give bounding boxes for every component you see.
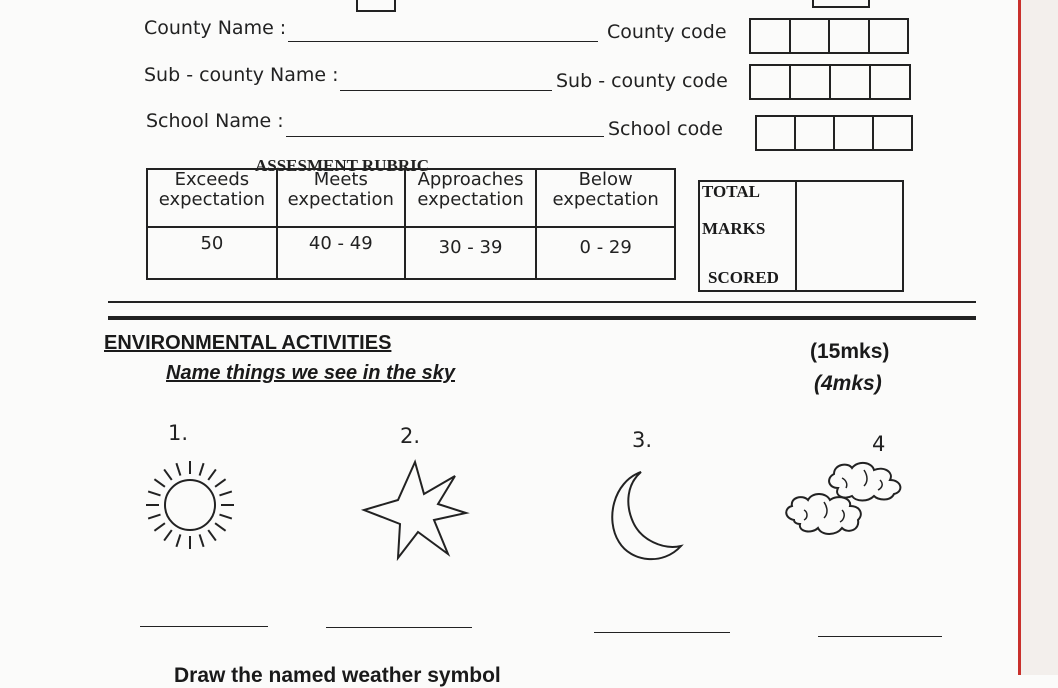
rubric-value: 0 - 29 bbox=[536, 227, 675, 279]
clouds-icon bbox=[782, 458, 927, 543]
rubric-value: 40 - 49 bbox=[277, 227, 405, 279]
code-box[interactable] bbox=[831, 66, 871, 98]
sun-ray bbox=[154, 479, 165, 487]
sun-ray bbox=[176, 463, 180, 475]
section-title: ENVIRONMENTAL ACTIVITIES bbox=[104, 332, 392, 354]
item-number: 1. bbox=[168, 421, 189, 445]
total-marks-divider bbox=[795, 180, 797, 292]
sun-ray bbox=[154, 523, 165, 531]
county-name-label: County Name : bbox=[144, 17, 287, 39]
sun-ray bbox=[215, 479, 226, 487]
rubric-header: Exceeds expectation bbox=[147, 169, 277, 227]
divider-line bbox=[108, 316, 976, 320]
top-box-left bbox=[356, 0, 396, 12]
rubric-header: Meets expectation bbox=[277, 169, 405, 227]
scored-label: SCORED bbox=[708, 268, 779, 287]
answer-line-4[interactable] bbox=[818, 636, 942, 637]
code-box[interactable] bbox=[796, 117, 835, 149]
sun-ray bbox=[215, 523, 226, 531]
rubric-header: Below expectation bbox=[536, 169, 675, 227]
sun-ray bbox=[164, 469, 172, 480]
sun-icon bbox=[140, 455, 240, 555]
code-box[interactable] bbox=[871, 66, 909, 98]
sun-ray bbox=[219, 515, 231, 519]
code-box[interactable] bbox=[751, 66, 791, 98]
sun-ray bbox=[164, 530, 172, 541]
school-code-label: School code bbox=[608, 118, 723, 140]
top-box-right bbox=[812, 0, 870, 8]
code-box[interactable] bbox=[830, 20, 870, 52]
divider-line bbox=[108, 301, 976, 303]
marks-label: MARKS bbox=[702, 219, 766, 238]
rubric-title: ASSESMENT RUBRIC bbox=[255, 156, 429, 175]
rubric-header: Approaches expectation bbox=[405, 169, 537, 227]
next-question-text: Draw the named weather symbol bbox=[174, 664, 501, 687]
county-code-boxes[interactable] bbox=[749, 18, 909, 54]
answer-line-2[interactable] bbox=[326, 627, 472, 628]
code-box[interactable] bbox=[835, 117, 874, 149]
rubric-value: 50 bbox=[147, 227, 277, 279]
rubric-value: 30 - 39 bbox=[405, 227, 537, 279]
item-number: 4 bbox=[872, 432, 886, 456]
code-box[interactable] bbox=[791, 66, 831, 98]
sun-ray bbox=[176, 534, 180, 546]
rubric-table bbox=[146, 168, 676, 280]
moon-icon bbox=[605, 468, 685, 568]
item-number: 3. bbox=[632, 428, 653, 452]
sun-ray bbox=[200, 463, 204, 475]
code-box[interactable] bbox=[757, 117, 796, 149]
section-marks: (15mks) bbox=[810, 340, 890, 363]
sun-ray bbox=[208, 469, 216, 480]
code-box[interactable] bbox=[751, 20, 791, 52]
subcounty-code-label: Sub - county code bbox=[556, 70, 728, 92]
subcounty-name-label: Sub - county Name : bbox=[144, 64, 339, 86]
answer-line-1[interactable] bbox=[140, 626, 268, 627]
school-code-boxes[interactable] bbox=[755, 115, 913, 151]
county-code-label: County code bbox=[607, 21, 727, 43]
sun-ray bbox=[219, 491, 231, 495]
code-box[interactable] bbox=[874, 117, 911, 149]
code-box[interactable] bbox=[791, 20, 831, 52]
answer-line-3[interactable] bbox=[594, 632, 730, 633]
school-name-label: School Name : bbox=[146, 110, 284, 132]
page-edge bbox=[1018, 0, 1058, 675]
total-label: TOTAL bbox=[702, 182, 760, 201]
item-number: 2. bbox=[400, 424, 421, 448]
sun-ray bbox=[148, 515, 160, 519]
subcounty-code-boxes[interactable] bbox=[749, 64, 911, 100]
question-text: Name things we see in the sky bbox=[166, 362, 455, 384]
sun-ray bbox=[200, 534, 204, 546]
sun-ray bbox=[208, 530, 216, 541]
school-name-field[interactable] bbox=[286, 136, 604, 137]
star-icon bbox=[360, 458, 470, 562]
code-box[interactable] bbox=[870, 20, 908, 52]
county-name-field[interactable] bbox=[288, 41, 598, 42]
sun-ray bbox=[148, 491, 160, 495]
question-marks: (4mks) bbox=[814, 372, 882, 395]
subcounty-name-field[interactable] bbox=[340, 90, 552, 91]
